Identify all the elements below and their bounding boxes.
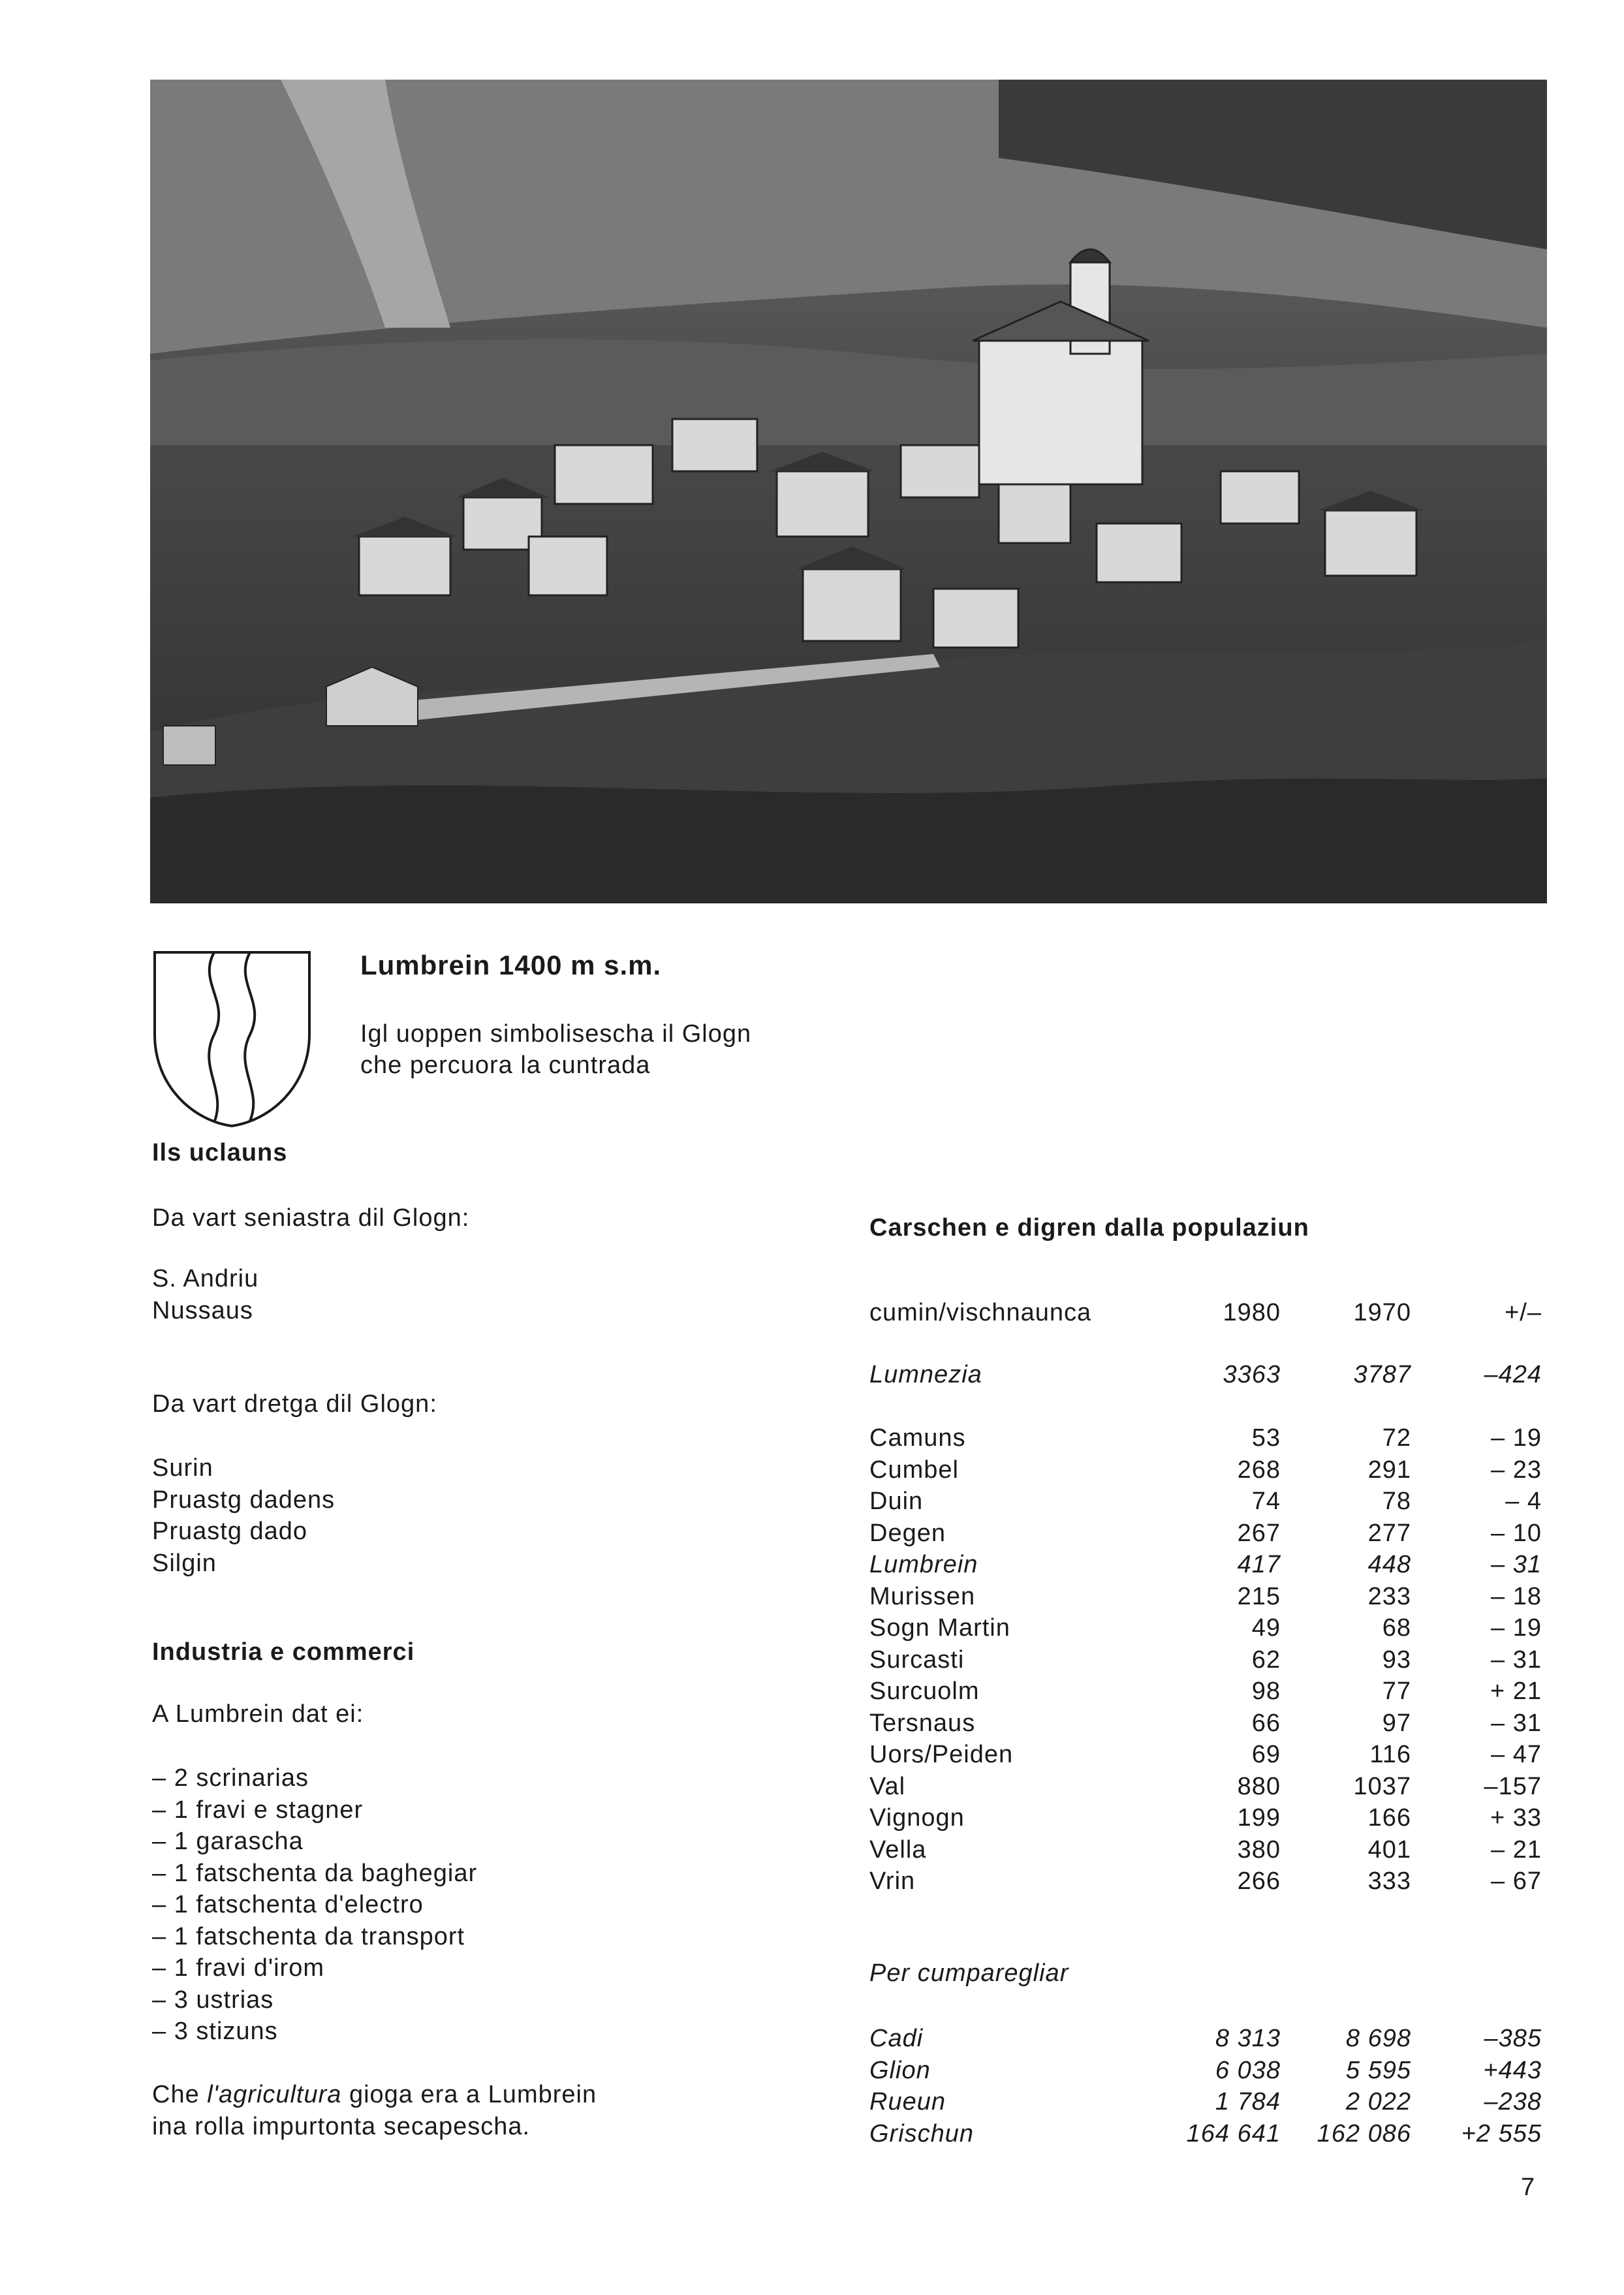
list-item: – 3 stizuns <box>152 2018 278 2045</box>
table-cell: – 10 <box>1491 1519 1542 1547</box>
table-cell: 98 <box>1251 1678 1281 1705</box>
table-cell: –157 <box>1484 1772 1542 1800</box>
table-cell: Duin <box>869 1488 924 1515</box>
list-item: – 1 fatschenta d'electro <box>152 1891 424 1918</box>
table-cell: Grischun <box>869 2119 975 2147</box>
table-cell: 49 <box>1251 1614 1281 1642</box>
village-photo <box>150 80 1547 903</box>
table-cell: Tersnaus <box>869 1709 976 1737</box>
village-photo-illustration <box>150 80 1547 903</box>
table-cell: Lumnezia <box>869 1361 982 1388</box>
table-row <box>869 1710 1542 1741</box>
table-cell: 72 <box>1382 1424 1411 1452</box>
coat-of-arms-river-icon <box>152 950 312 1129</box>
table-cell: Degen <box>869 1519 946 1547</box>
table-row <box>869 1646 1542 1678</box>
table-cell: – 21 <box>1491 1835 1542 1864</box>
table-cell: Cadi <box>869 2025 924 2052</box>
table-cell: +2 555 <box>1461 2119 1542 2147</box>
table-cell: Val <box>869 1772 906 1800</box>
compare-row <box>869 2120 1542 2151</box>
table-cell: 164 641 <box>1186 2119 1281 2147</box>
crest-caption-line: che percuora la cuntrada <box>360 1052 651 1079</box>
list-item: Pruastg dadens <box>152 1486 336 1514</box>
table-cell: – 19 <box>1491 1424 1542 1452</box>
table-cell: cumin/vischnaunca <box>869 1299 1092 1326</box>
table-cell: Vrin <box>869 1867 916 1895</box>
table-cell: 268 <box>1237 1456 1281 1484</box>
table-cell: +/– <box>1505 1299 1542 1326</box>
compare-label: Per cumparegliar <box>869 1959 1069 1987</box>
table-header-row <box>869 1299 1542 1330</box>
table-cell: 162 086 <box>1317 2119 1411 2147</box>
list-item: Surin <box>152 1454 213 1482</box>
list-item: Pruastg dado <box>152 1518 308 1545</box>
list-item: – 1 fatschenta da transport <box>152 1922 465 1950</box>
table-cell: 2 022 <box>1345 2088 1411 2115</box>
table-cell: Surcuolm <box>869 1678 980 1705</box>
table-cell: 66 <box>1251 1709 1281 1737</box>
crest-caption-line: Igl uoppen simbolisescha il Glogn <box>360 1020 752 1048</box>
table-cell: Uors/Peiden <box>869 1741 1014 1768</box>
crest-caption <box>360 1018 751 1081</box>
table-row <box>869 1836 1542 1867</box>
table-cell: – 23 <box>1491 1456 1542 1484</box>
table-cell: 74 <box>1251 1488 1281 1515</box>
closing-line <box>152 2079 597 2111</box>
list-item: Silgin <box>152 1549 217 1577</box>
table-cell: 5 595 <box>1345 2056 1411 2084</box>
table-row <box>869 1520 1542 1551</box>
table-cell: + 21 <box>1490 1678 1542 1705</box>
table-cell: 199 <box>1237 1804 1281 1832</box>
table-cell: Vella <box>869 1835 927 1864</box>
table-cell: 333 <box>1367 1867 1411 1895</box>
table-cell: 3787 <box>1353 1361 1411 1388</box>
table-cell: – 18 <box>1491 1582 1542 1610</box>
right-side-label: Da vart dretga dil Glogn: <box>152 1390 437 1418</box>
table-cell: –424 <box>1484 1361 1542 1388</box>
table-cell: 277 <box>1367 1519 1411 1547</box>
table-cell: – 47 <box>1491 1741 1542 1768</box>
table-row <box>869 1678 1542 1709</box>
table-cell: Cumbel <box>869 1456 959 1484</box>
table-cell: – 19 <box>1491 1614 1542 1642</box>
table-cell: 1980 <box>1223 1299 1281 1326</box>
table-cell: 6 038 <box>1215 2056 1281 2084</box>
table-cell: – 31 <box>1491 1551 1542 1578</box>
table-row <box>869 1488 1542 1519</box>
table-cell: 97 <box>1382 1709 1411 1737</box>
table-cell: Murissen <box>869 1582 976 1610</box>
table-row <box>869 1867 1542 1899</box>
table-cell: 69 <box>1251 1741 1281 1768</box>
table-row <box>869 1773 1542 1804</box>
table-cell: 1970 <box>1353 1299 1411 1326</box>
left-side-places <box>152 1263 258 1326</box>
table-cell: – 4 <box>1505 1488 1542 1515</box>
table-heading: Carschen e digren dalla populaziun <box>869 1214 1309 1241</box>
industria-closing <box>152 2079 597 2142</box>
table-cell: Rueun <box>869 2088 946 2115</box>
uclauns-heading: Ils uclauns <box>152 1139 288 1166</box>
table-cell: 93 <box>1382 1646 1411 1674</box>
table-cell: 448 <box>1367 1551 1411 1578</box>
table-cell: Vignogn <box>869 1804 965 1832</box>
table-cell: Surcasti <box>869 1646 965 1674</box>
list-item: – 3 ustrias <box>152 1986 274 2014</box>
table-cell: +443 <box>1483 2056 1542 2084</box>
list-item: – 1 fravi e stagner <box>152 1796 364 1824</box>
industria-heading: Industria e commerci <box>152 1638 415 1666</box>
coat-of-arms-shield <box>152 950 312 1129</box>
table-cell: 266 <box>1237 1867 1281 1895</box>
table-cell: – 67 <box>1491 1867 1542 1895</box>
table-cell: 1037 <box>1353 1772 1411 1800</box>
table-cell: 166 <box>1367 1804 1411 1832</box>
compare-row <box>869 2025 1542 2056</box>
compare-row <box>869 2057 1542 2088</box>
list-item: S. Andriu <box>152 1265 259 1292</box>
table-cell: 417 <box>1237 1551 1281 1578</box>
table-cell: – 31 <box>1491 1646 1542 1674</box>
closing-post: gioga era a Lumbrein <box>341 2081 597 2108</box>
table-cell: 291 <box>1367 1456 1411 1484</box>
page-title: Lumbrein 1400 m s.m. <box>360 950 662 980</box>
table-cell: 53 <box>1251 1424 1281 1452</box>
table-cell: 215 <box>1237 1582 1281 1610</box>
table-cell: 116 <box>1369 1741 1411 1768</box>
table-row <box>869 1551 1542 1582</box>
table-row <box>869 1804 1542 1835</box>
table-cell: Lumbrein <box>869 1551 978 1578</box>
table-cell: Camuns <box>869 1424 966 1452</box>
table-cell: – 31 <box>1491 1709 1542 1737</box>
closing-italic: l'agricultura <box>207 2081 342 2108</box>
table-row <box>869 1456 1542 1488</box>
table-cell: 8 698 <box>1345 2025 1411 2052</box>
compare-row <box>869 2088 1542 2119</box>
table-cell: 3363 <box>1223 1361 1281 1388</box>
left-side-label: Da vart seniastra dil Glogn: <box>152 1204 470 1232</box>
table-cell: 880 <box>1237 1772 1281 1800</box>
table-row <box>869 1741 1542 1772</box>
table-cell: 233 <box>1367 1582 1411 1610</box>
list-item: – 2 scrinarias <box>152 1764 309 1792</box>
table-total-row <box>869 1361 1542 1392</box>
list-item: – 1 fravi d'irom <box>152 1954 325 1982</box>
table-cell: 62 <box>1251 1646 1281 1674</box>
table-cell: Sogn Martin <box>869 1614 1010 1642</box>
table-cell: 68 <box>1382 1614 1411 1642</box>
table-cell: 380 <box>1237 1835 1281 1864</box>
list-item: – 1 fatschenta da baghegiar <box>152 1859 478 1887</box>
closing-pre: Che <box>152 2081 208 2108</box>
table-cell: Glion <box>869 2056 931 2084</box>
table-row <box>869 1424 1542 1456</box>
industria-list <box>152 1762 477 2048</box>
table-cell: + 33 <box>1490 1804 1542 1832</box>
table-cell: –385 <box>1484 2025 1542 2052</box>
right-side-places <box>152 1452 335 1579</box>
table-cell: 401 <box>1367 1835 1411 1864</box>
industria-intro: A Lumbrein dat ei: <box>152 1700 364 1728</box>
list-item: Nussaus <box>152 1296 253 1324</box>
table-cell: 267 <box>1237 1519 1281 1547</box>
list-item: – 1 garascha <box>152 1828 304 1855</box>
table-cell: 78 <box>1382 1488 1411 1515</box>
population-table <box>869 1299 1542 2161</box>
closing-line-2: ina rolla impurtonta secapescha. <box>152 2112 531 2140</box>
table-cell: 77 <box>1382 1678 1411 1705</box>
table-cell: –238 <box>1484 2088 1542 2115</box>
table-row <box>869 1583 1542 1614</box>
table-row <box>869 1614 1542 1646</box>
table-cell: 1 784 <box>1215 2088 1281 2115</box>
table-cell: 8 313 <box>1215 2025 1281 2052</box>
page-number: 7 <box>1521 2174 1535 2201</box>
